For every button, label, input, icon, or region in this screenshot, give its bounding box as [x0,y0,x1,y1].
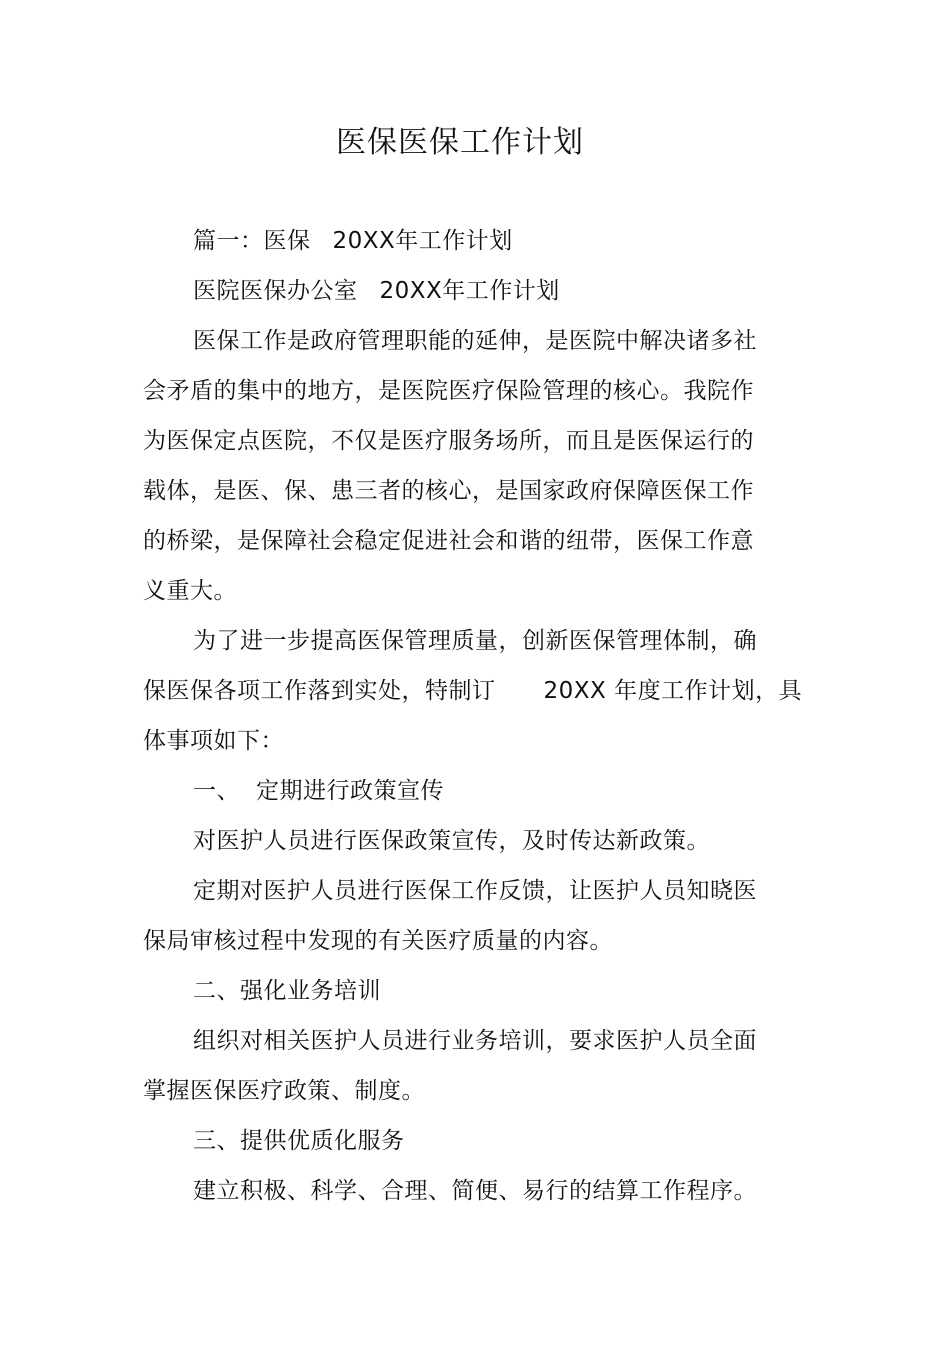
paragraph-line: 义重大。 [143,578,237,604]
paragraph-segment: 20XX 年度工作计划，具 [543,678,803,704]
paragraph-segment: 保医保各项工作落到实处，特制订 [143,678,496,704]
paragraph-line: 建立积极、科学、合理、简便、易行的结算工作程序。 [193,1178,757,1204]
office-plan: 20XX年工作计划 [379,278,560,304]
paragraph-line [143,674,802,708]
document-title: 医保医保工作计划 [336,125,584,160]
office-name: 医院医保办公室 [193,278,358,304]
paragraph-line: 定期对医护人员进行医保工作反馈，让医护人员知晓医 [193,878,757,904]
paragraph-line: 为医保定点医院，不仅是医疗服务场所，而且是医保运行的 [143,428,754,454]
paragraph-line: 对医护人员进行医保政策宣传，及时传达新政策。 [193,828,710,854]
plan-heading-year: 20XX年工作计划 [332,228,513,254]
section-heading: 二、强化业务培训 [193,978,381,1004]
paragraph-line: 为了进一步提高医保管理质量，创新医保管理体制，确 [193,628,757,654]
paragraph-line: 的桥梁，是保障社会稳定促进社会和谐的纽带，医保工作意 [143,528,754,554]
plan-heading-line [193,224,513,258]
paragraph-line: 组织对相关医护人员进行业务培训，要求医护人员全面 [193,1028,757,1054]
paragraph-line: 载体，是医、保、患三者的核心，是国家政府保障医保工作 [143,478,754,504]
section-number: 一、 [193,778,240,804]
paragraph-line: 保局审核过程中发现的有关医疗质量的内容。 [143,928,613,954]
paragraph-line: 医保工作是政府管理职能的延伸，是医院中解决诸多社 [193,328,757,354]
paragraph-line: 掌握医保医疗政策、制度。 [143,1078,425,1104]
office-heading-line [193,274,560,308]
paragraph-line: 会矛盾的集中的地方，是医院医疗保险管理的核心。我院作 [143,378,754,404]
plan-heading-prefix: 篇一：医保 [193,228,311,254]
paragraph-line: 体事项如下： [143,728,284,754]
section-heading: 三、提供优质化服务 [193,1128,405,1154]
section-heading [193,774,444,808]
section-title: 定期进行政策宣传 [256,778,444,804]
